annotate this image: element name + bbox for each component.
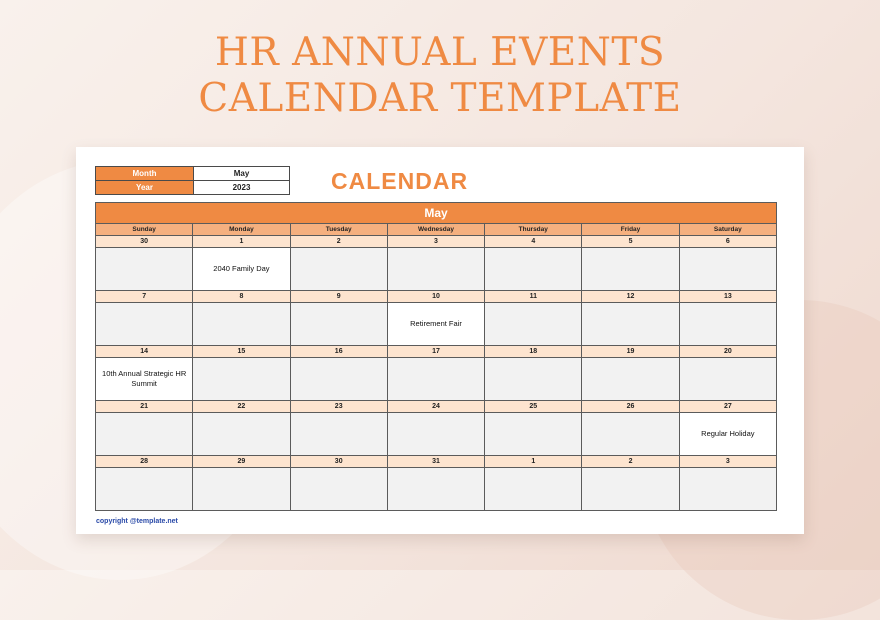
event-cell[interactable]: 10th Annual Strategic HR Summit [96, 358, 193, 401]
empty-event-cell[interactable] [679, 358, 776, 401]
empty-event-cell[interactable] [96, 303, 193, 346]
date-cell[interactable]: 18 [485, 346, 582, 358]
weekday-header-thursday: Thursday [485, 224, 582, 236]
date-cell[interactable]: 9 [290, 291, 387, 303]
weekday-header-saturday: Saturday [679, 224, 776, 236]
empty-event-cell[interactable] [387, 413, 484, 456]
empty-event-cell[interactable] [485, 468, 582, 511]
event-row [96, 413, 777, 456]
year-value-cell[interactable]: 2023 [194, 181, 290, 195]
month-label: Month [96, 167, 194, 181]
empty-event-cell[interactable] [96, 413, 193, 456]
empty-event-cell[interactable] [387, 248, 484, 291]
date-cell[interactable]: 11 [485, 291, 582, 303]
date-cell[interactable]: 15 [193, 346, 290, 358]
empty-event-cell[interactable] [290, 303, 387, 346]
date-cell[interactable]: 10 [387, 291, 484, 303]
weekday-header-monday: Monday [193, 224, 290, 236]
date-cell[interactable]: 27 [679, 401, 776, 413]
month-header-row [96, 203, 777, 224]
page-title-line-2: CALENDAR TEMPLATE [198, 76, 682, 121]
event-row [96, 358, 777, 401]
date-cell[interactable]: 7 [96, 291, 193, 303]
calendar-heading: CALENDAR [331, 168, 469, 194]
month-header: May [96, 203, 777, 224]
spreadsheet-sheet [76, 147, 804, 534]
date-cell[interactable]: 13 [679, 291, 776, 303]
date-cell[interactable]: 24 [387, 401, 484, 413]
empty-event-cell[interactable] [387, 358, 484, 401]
date-cell[interactable]: 3 [387, 236, 484, 248]
empty-event-cell[interactable] [485, 358, 582, 401]
date-cell[interactable]: 2 [290, 236, 387, 248]
date-cell[interactable]: 16 [290, 346, 387, 358]
date-cell[interactable]: 20 [679, 346, 776, 358]
date-row [96, 291, 777, 303]
empty-event-cell[interactable] [193, 413, 290, 456]
month-row [96, 167, 290, 181]
empty-event-cell[interactable] [290, 413, 387, 456]
empty-event-cell[interactable] [193, 468, 290, 511]
empty-event-cell[interactable] [582, 413, 679, 456]
empty-event-cell[interactable] [193, 303, 290, 346]
date-cell[interactable]: 12 [582, 291, 679, 303]
date-cell[interactable]: 1 [193, 236, 290, 248]
date-cell[interactable]: 4 [485, 236, 582, 248]
event-row [96, 248, 777, 291]
weekday-header-sunday: Sunday [96, 224, 193, 236]
page-title-line-1: HR ANNUAL EVENTS [214, 30, 666, 75]
calendar-grid [95, 202, 777, 511]
empty-event-cell[interactable] [290, 248, 387, 291]
page-title [0, 30, 880, 122]
date-cell[interactable]: 26 [582, 401, 679, 413]
year-label: Year [96, 181, 194, 195]
empty-event-cell[interactable] [582, 358, 679, 401]
empty-event-cell[interactable] [387, 468, 484, 511]
date-cell[interactable]: 25 [485, 401, 582, 413]
date-cell[interactable]: 1 [485, 456, 582, 468]
month-value-cell[interactable]: May [194, 167, 290, 181]
event-cell[interactable]: 2040 Family Day [193, 248, 290, 291]
date-cell[interactable]: 8 [193, 291, 290, 303]
date-cell[interactable]: 30 [96, 236, 193, 248]
date-cell[interactable]: 21 [96, 401, 193, 413]
date-cell[interactable]: 29 [193, 456, 290, 468]
date-cell[interactable]: 31 [387, 456, 484, 468]
empty-event-cell[interactable] [290, 468, 387, 511]
date-cell[interactable]: 5 [582, 236, 679, 248]
weekday-header-friday: Friday [582, 224, 679, 236]
date-cell[interactable]: 30 [290, 456, 387, 468]
date-cell[interactable]: 2 [582, 456, 679, 468]
empty-event-cell[interactable] [485, 303, 582, 346]
weekday-header-tuesday: Tuesday [290, 224, 387, 236]
event-row [96, 303, 777, 346]
empty-event-cell[interactable] [96, 248, 193, 291]
empty-event-cell[interactable] [485, 413, 582, 456]
weekday-header-row [96, 224, 777, 236]
event-cell[interactable]: Regular Holiday [679, 413, 776, 456]
date-cell[interactable]: 23 [290, 401, 387, 413]
date-row [96, 346, 777, 358]
date-cell[interactable]: 17 [387, 346, 484, 358]
empty-event-cell[interactable] [582, 468, 679, 511]
empty-event-cell[interactable] [679, 248, 776, 291]
year-row [96, 181, 290, 195]
date-row [96, 456, 777, 468]
date-cell[interactable]: 3 [679, 456, 776, 468]
month-year-table [95, 166, 290, 195]
weekday-header-wednesday: Wednesday [387, 224, 484, 236]
empty-event-cell[interactable] [290, 358, 387, 401]
empty-event-cell[interactable] [582, 248, 679, 291]
empty-event-cell[interactable] [485, 248, 582, 291]
date-row [96, 236, 777, 248]
event-row [96, 468, 777, 511]
empty-event-cell[interactable] [582, 303, 679, 346]
copyright-link[interactable]: copyright @template.net [96, 518, 178, 525]
empty-event-cell[interactable] [679, 303, 776, 346]
date-cell[interactable]: 22 [193, 401, 290, 413]
event-cell[interactable]: Retirement Fair [387, 303, 484, 346]
date-cell[interactable]: 19 [582, 346, 679, 358]
empty-event-cell[interactable] [193, 358, 290, 401]
date-row [96, 401, 777, 413]
empty-event-cell[interactable] [679, 468, 776, 511]
date-cell[interactable]: 28 [96, 456, 193, 468]
empty-event-cell[interactable] [96, 468, 193, 511]
date-cell[interactable]: 6 [679, 236, 776, 248]
date-cell[interactable]: 14 [96, 346, 193, 358]
